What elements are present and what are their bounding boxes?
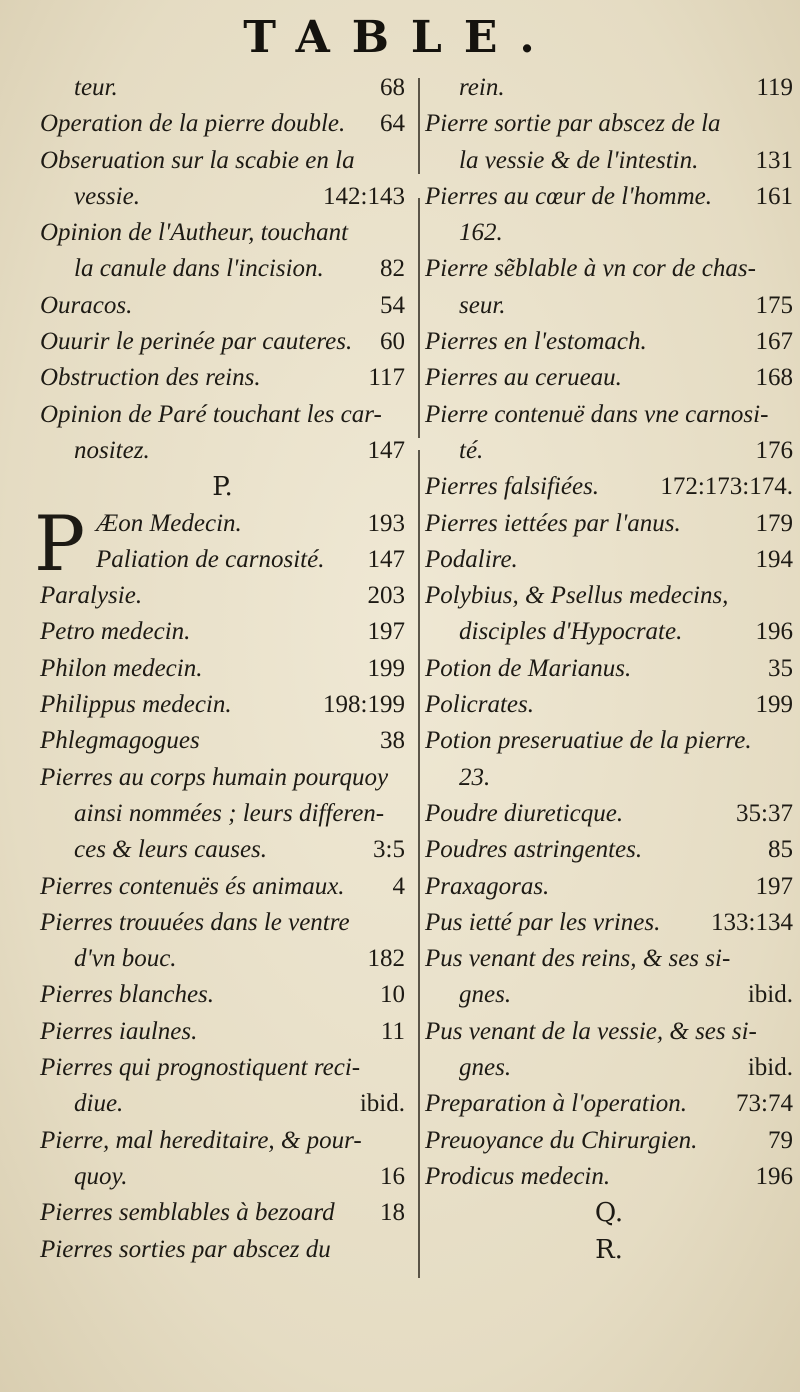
- index-entry: [40, 179, 405, 215]
- index-entry: [40, 977, 405, 1013]
- entry-name: Æon Medecin.: [96, 509, 242, 537]
- entry-page-ref: 38: [380, 727, 405, 755]
- entry-name: Obstruction des reins.: [40, 364, 261, 392]
- index-entry: [425, 977, 793, 1013]
- entry-name: Pierres iettées par l'anus.: [425, 509, 681, 537]
- entry-name: Policrates.: [425, 691, 535, 719]
- entry-page-ref: 18: [380, 1199, 405, 1227]
- entry-page-ref: 142:143: [323, 182, 405, 210]
- entry-name: Preuoyance du Chirurgien.: [425, 1126, 698, 1154]
- entry-page-ref: 73:74: [736, 1090, 793, 1118]
- entry-name: Philippus medecin.: [40, 691, 232, 719]
- entry-name: Pierre contenuë dans vne carnosi-: [425, 400, 769, 428]
- entry-name: Pierre sẽblable à vn cor de chas-: [425, 255, 756, 283]
- entry-page-ref: 131: [755, 146, 793, 174]
- index-entry: [40, 723, 405, 759]
- entry-page-ref: 133:134: [711, 908, 793, 936]
- index-entry: [40, 1159, 405, 1195]
- index-entry: [425, 215, 793, 251]
- index-entry: [40, 360, 405, 396]
- index-entry: [425, 1159, 793, 1195]
- entry-page-ref: 82: [380, 255, 405, 283]
- index-entry: [40, 251, 405, 287]
- section-letter: R.: [595, 1234, 623, 1265]
- entry-name: Prodicus medecin.: [425, 1162, 611, 1190]
- entry-name: Praxagoras.: [425, 872, 550, 900]
- entry-page-ref: 196: [755, 1162, 793, 1190]
- index-entry: [40, 433, 405, 469]
- entry-page-ref: 193: [367, 509, 405, 537]
- index-entry: [425, 1086, 793, 1122]
- entry-name: Poudres astringentes.: [425, 836, 643, 864]
- index-entry: [425, 1014, 793, 1050]
- index-entry: [425, 614, 793, 650]
- entry-name: Ouurir le perinée par cauteres.: [40, 328, 353, 356]
- index-entry: [40, 70, 405, 106]
- index-entry: [425, 324, 793, 360]
- entry-name: 23.: [459, 763, 491, 791]
- entry-name: gnes.: [459, 981, 512, 1009]
- index-entry: [425, 70, 793, 106]
- entry-page-ref: 117: [368, 364, 405, 392]
- column-divider: [418, 78, 420, 1278]
- entry-name: Pierres iaulnes.: [40, 1017, 198, 1045]
- entry-name: Opinion de Paré touchant les car-: [40, 400, 382, 428]
- index-entry: [425, 106, 793, 142]
- index-entry: [425, 941, 793, 977]
- entry-name: Pierres falsifiées.: [425, 473, 600, 501]
- entry-page-ref: 176: [755, 436, 793, 464]
- entry-page-ref: 197: [367, 618, 405, 646]
- index-entry: [425, 143, 793, 179]
- index-entry: [40, 143, 405, 179]
- entry-page-ref: 119: [756, 74, 793, 101]
- index-entry: [425, 288, 793, 324]
- entry-page-ref: 60: [380, 328, 405, 356]
- index-entry: [40, 687, 405, 723]
- entry-name: la canule dans l'incision.: [74, 255, 324, 283]
- entry-page-ref: 4: [392, 872, 405, 900]
- index-entry: [40, 1086, 405, 1122]
- index-entry: [425, 832, 793, 868]
- entry-name: Paliation de carnosité.: [96, 545, 325, 573]
- index-entry: [40, 760, 405, 796]
- entry-page-ref: 199: [367, 654, 405, 682]
- entry-name: diue.: [74, 1090, 124, 1118]
- entry-page-ref: 68: [380, 74, 405, 101]
- entry-name: gnes.: [459, 1054, 512, 1082]
- entry-page-ref: 64: [380, 110, 405, 138]
- entry-page-ref: 35:37: [736, 799, 793, 827]
- index-entry: [425, 905, 793, 941]
- index-entry: [40, 215, 405, 251]
- index-entry: [40, 1014, 405, 1050]
- entry-name: Pierres trouuées dans le ventre: [40, 908, 350, 936]
- entry-page-ref: ibid.: [359, 1090, 405, 1118]
- entry-page-ref: 168: [755, 364, 793, 392]
- entry-name: Pierres qui prognostiquent reci-: [40, 1054, 361, 1082]
- index-entry: [425, 433, 793, 469]
- entry-name: Pierres au cœur de l'homme.: [425, 182, 713, 210]
- entry-name: Petro medecin.: [40, 618, 191, 646]
- entry-page-ref: ibid.: [747, 981, 793, 1009]
- index-entry: [425, 179, 793, 215]
- entry-name: Phlegmagogues: [40, 727, 200, 755]
- index-entry: [425, 469, 793, 505]
- entry-name: disciples d'Hypocrate.: [459, 618, 683, 646]
- index-entry: [40, 506, 405, 542]
- index-entry: [40, 542, 405, 578]
- index-entry: [425, 687, 793, 723]
- index-entry: [425, 1123, 793, 1159]
- index-entry: [425, 796, 793, 832]
- index-entry: [40, 832, 405, 868]
- entry-name: Pierre, mal hereditaire, & pour-: [40, 1126, 362, 1154]
- entry-page-ref: 199: [755, 691, 793, 719]
- entry-page-ref: 194: [755, 545, 793, 573]
- index-entry: [40, 1195, 405, 1231]
- index-entry: [40, 1050, 405, 1086]
- index-entry: [40, 397, 405, 433]
- index-entry: [40, 106, 405, 142]
- entry-name: Preparation à l'operation.: [425, 1090, 688, 1118]
- index-entry: [425, 397, 793, 433]
- entry-name: la vessie & de l'intestin.: [459, 146, 699, 174]
- index-entry: [425, 723, 793, 759]
- entry-page-ref: 79: [768, 1126, 793, 1154]
- index-entry: [425, 251, 793, 287]
- entry-name: Pierres au corps humain pourquoy: [40, 763, 389, 791]
- entry-page-ref: 11: [380, 1017, 405, 1045]
- entry-name: Philon medecin.: [40, 654, 203, 682]
- page-header-title: TABLE.: [243, 12, 557, 63]
- index-entry: [425, 651, 793, 687]
- entry-page-ref: 196: [755, 618, 793, 646]
- entry-page-ref: 85: [768, 836, 793, 864]
- index-entry: [40, 614, 405, 650]
- entry-page-ref: 16: [380, 1162, 405, 1190]
- index-entry: [40, 288, 405, 324]
- entry-name: nositez.: [74, 436, 150, 464]
- section-letter: Q.: [594, 1198, 624, 1229]
- entry-name: ainsi nommées ; leurs differen-: [74, 799, 385, 827]
- index-entry: [40, 578, 405, 614]
- entry-name: Podalire.: [425, 545, 518, 573]
- entry-page-ref: 54: [380, 291, 405, 319]
- index-entry: [40, 869, 405, 905]
- entry-page-ref: 182: [367, 945, 405, 973]
- entry-name: Potion de Marianus.: [425, 654, 632, 682]
- index-entry: [40, 324, 405, 360]
- entry-name: Potion preseruatiue de la pierre.: [425, 727, 752, 755]
- entry-page-ref: 161: [755, 182, 793, 210]
- entry-name: Pierres sorties par abscez du: [40, 1235, 331, 1263]
- right-column: [425, 70, 793, 1268]
- dropcap-letter: P: [34, 498, 86, 588]
- section-p-block: [34, 498, 405, 1268]
- entry-name: Ouracos.: [40, 291, 133, 319]
- index-entry: [40, 905, 405, 941]
- entry-name: té.: [459, 436, 484, 464]
- entry-name: seur.: [459, 291, 506, 319]
- entry-page-ref: 175: [755, 291, 793, 319]
- index-entry: [425, 869, 793, 905]
- entry-name: Poudre diureticque.: [425, 799, 624, 827]
- entry-name: Pierres blanches.: [40, 981, 215, 1009]
- index-entry: [425, 578, 793, 614]
- index-entry: [40, 1232, 405, 1268]
- entry-name: d'vn bouc.: [74, 945, 177, 973]
- entry-name: quoy.: [74, 1162, 128, 1190]
- entry-name: Polybius, & Psellus medecins,: [425, 582, 729, 610]
- entry-page-ref: 147: [367, 436, 405, 464]
- index-entry: [425, 360, 793, 396]
- entry-page-ref: ibid.: [747, 1054, 793, 1082]
- entry-name: Pierre sortie par abscez de la: [425, 110, 721, 138]
- index-entry: [425, 760, 793, 796]
- entry-name: Obseruation sur la scabie en la: [40, 146, 355, 174]
- left-column: [34, 70, 405, 1268]
- entry-name: teur.: [74, 74, 118, 101]
- index-entry: [425, 506, 793, 542]
- entry-name: Opinion de l'Autheur, touchant: [40, 219, 349, 247]
- index-entry: [425, 542, 793, 578]
- entry-page-ref: 10: [380, 981, 405, 1009]
- entry-page-ref: 197: [755, 872, 793, 900]
- entry-name: Paralysie.: [40, 582, 143, 610]
- entry-name: Operation de la pierre double.: [40, 110, 346, 138]
- entry-name: Pus venant des reins, & ses si-: [425, 945, 731, 973]
- entry-name: Pus venant de la vessie, & ses si-: [425, 1017, 757, 1045]
- entry-page-ref: 167: [755, 328, 793, 356]
- entry-name: vessie.: [74, 182, 140, 210]
- entry-page-ref: 35: [768, 654, 793, 682]
- index-entry: [40, 1123, 405, 1159]
- section-letter-p: P.: [212, 472, 233, 503]
- entry-page-ref: 172:173:174.: [660, 473, 793, 501]
- entry-name: Pierres contenuës és animaux.: [40, 872, 345, 900]
- entry-page-ref: 179: [755, 509, 793, 537]
- entry-name: Pierres en l'estomach.: [425, 328, 647, 356]
- index-entry: [40, 796, 405, 832]
- entry-name: Pierres semblables à bezoard: [40, 1199, 335, 1227]
- entry-page-ref: 147: [367, 545, 405, 573]
- entry-name: Pus ietté par les vrines.: [425, 908, 661, 936]
- entry-name: Pierres au cerueau.: [425, 364, 622, 392]
- index-entry: [40, 941, 405, 977]
- entry-name: rein.: [459, 74, 505, 101]
- entry-name: 162.: [459, 219, 503, 247]
- index-entry: [425, 1050, 793, 1086]
- entry-page-ref: 198:199: [323, 691, 405, 719]
- entry-page-ref: 3:5: [373, 836, 405, 864]
- index-entry: [40, 651, 405, 687]
- entry-name: ces & leurs causes.: [74, 836, 268, 864]
- entry-page-ref: 203: [367, 582, 405, 610]
